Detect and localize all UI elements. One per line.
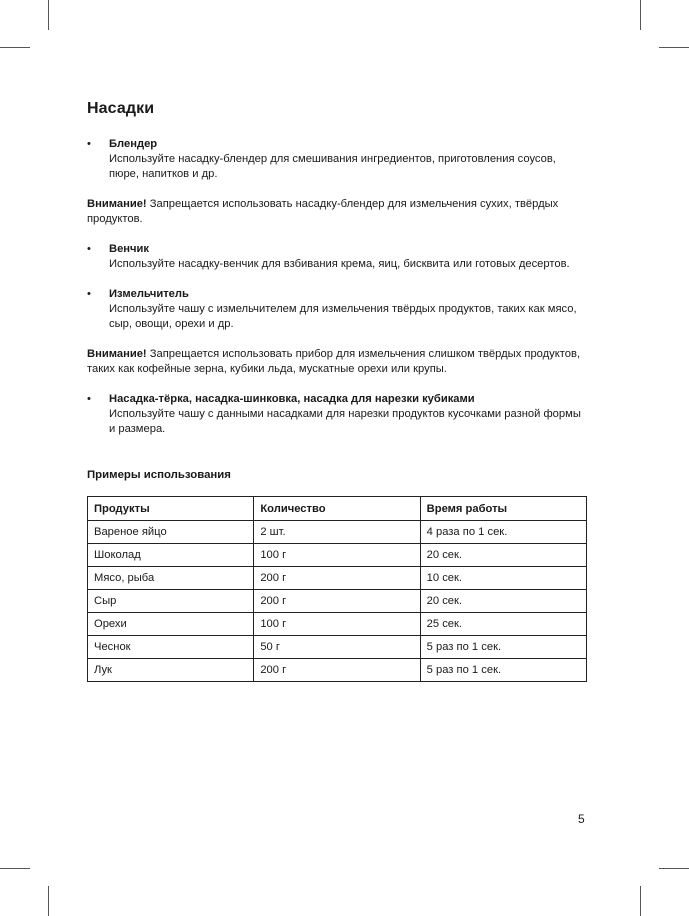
item-title: Блендер: [109, 138, 158, 150]
page-content: [87, 98, 587, 682]
table-row: [88, 636, 587, 659]
table-cell: 5 раз по 1 сек.: [420, 636, 586, 659]
table-header-cell: Время работы: [420, 497, 586, 521]
list-item-chopper: [87, 287, 587, 332]
page-number: 5: [578, 812, 585, 826]
table-row: [88, 659, 587, 682]
crop-mark: [48, 0, 49, 30]
crop-mark: [640, 0, 641, 30]
table-cell: 200 г: [254, 659, 420, 682]
crop-mark: [48, 886, 49, 916]
table-cell: 20 сек.: [420, 590, 586, 613]
table-cell: 100 г: [254, 544, 420, 567]
item-title: Венчик: [109, 243, 150, 255]
bullet-icon: •: [87, 288, 91, 300]
crop-mark: [659, 47, 689, 48]
table-cell: 10 сек.: [420, 567, 586, 590]
list-item-grater: [87, 392, 587, 437]
table-cell: Чеснок: [88, 636, 254, 659]
table-cell: Мясо, рыба: [88, 567, 254, 590]
warning-text: Запрещается использовать прибор для измельчения слишком твёрдых продуктов, таких как кофейные зерна, кубики льда, мускатные орехи или крупы.: [87, 348, 581, 375]
table-cell: 25 сек.: [420, 613, 586, 636]
table-row: [88, 521, 587, 544]
list-item-whisk: [87, 242, 587, 272]
item-text: Используйте насадку-венчик для взбивания крема, яиц, бисквита или готовых десертов.: [109, 258, 570, 270]
table-cell: 50 г: [254, 636, 420, 659]
examples-table: [87, 496, 587, 682]
list-item-blender: [87, 137, 587, 182]
table-row: [88, 590, 587, 613]
item-title: Измельчитель: [109, 288, 189, 300]
crop-mark: [0, 868, 30, 869]
bullet-icon: •: [87, 393, 91, 405]
table-cell: 100 г: [254, 613, 420, 636]
table-header-row: [88, 497, 587, 521]
table-row: [88, 613, 587, 636]
item-text: Используйте чашу с измельчителем для измельчения твёрдых продуктов, таких как мясо, сыр, овощи, орехи и др.: [109, 303, 577, 330]
table-cell: 5 раз по 1 сек.: [420, 659, 586, 682]
table-cell: Шоколад: [88, 544, 254, 567]
bullet-icon: •: [87, 243, 91, 255]
warning-label: Внимание!: [87, 348, 147, 360]
warning-paragraph: [87, 197, 587, 227]
table-cell: Орехи: [88, 613, 254, 636]
crop-mark: [640, 886, 641, 916]
table-cell: Лук: [88, 659, 254, 682]
table-cell: 200 г: [254, 567, 420, 590]
examples-title: Примеры использования: [87, 469, 231, 481]
table-cell: Вареное яйцо: [88, 521, 254, 544]
warning-paragraph: [87, 347, 587, 377]
item-title: Насадка-тёрка, насадка-шинковка, насадка для нарезки кубиками: [109, 393, 475, 405]
item-text: Используйте чашу с данными насадками для нарезки продуктов кусочками разной формы и размера.: [109, 408, 581, 435]
crop-mark: [0, 47, 30, 48]
table-row: [88, 544, 587, 567]
table-cell: 4 раза по 1 сек.: [420, 521, 586, 544]
table-cell: 200 г: [254, 590, 420, 613]
table-cell: 2 шт.: [254, 521, 420, 544]
crop-mark: [659, 868, 689, 869]
bullet-icon: •: [87, 138, 91, 150]
warning-text: Запрещается использовать насадку-блендер для измельчения сухих, твёрдых продуктов.: [87, 198, 559, 225]
table-cell: Сыр: [88, 590, 254, 613]
table-header-cell: Продукты: [88, 497, 254, 521]
table-cell: 20 сек.: [420, 544, 586, 567]
page-title: Насадки: [87, 100, 155, 117]
item-text: Используйте насадку-блендер для смешивания ингредиентов, приготовления соусов, пюре, напитков и др.: [109, 153, 556, 180]
warning-label: Внимание!: [87, 198, 147, 210]
table-row: [88, 567, 587, 590]
table-header-cell: Количество: [254, 497, 420, 521]
